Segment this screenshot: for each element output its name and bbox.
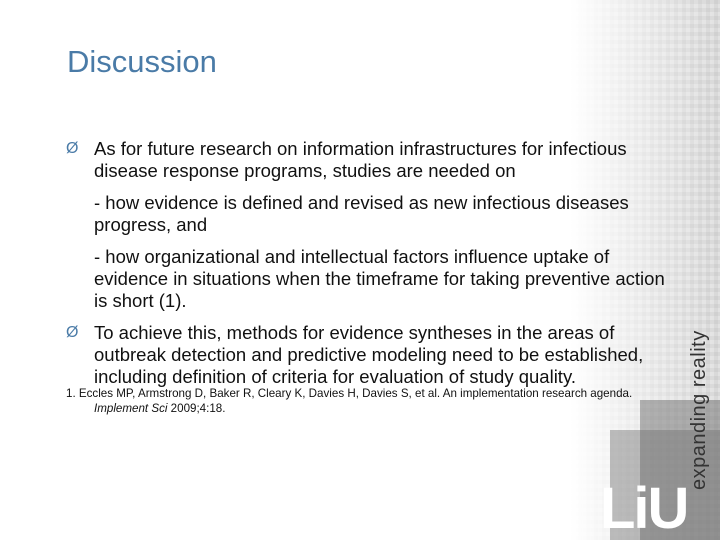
arrow-bullet-icon: Ø: [66, 324, 79, 341]
slide-body: [66, 138, 666, 398]
bullet-text: As for future research on information infrastructures for infectious disease response programs, studies are needed on: [94, 138, 627, 181]
liu-logo: LiU: [600, 476, 688, 541]
reference-line-2: [66, 401, 666, 416]
reference-line-1: 1. Eccles MP, Armstrong D, Baker R, Cleary K, Davies H, Davies S, et al. An implementation research agenda.: [66, 387, 633, 400]
slide-title: Discussion: [67, 44, 217, 79]
sub-item: - how evidence is defined and revised as new infectious diseases progress, and: [94, 192, 629, 235]
arrow-bullet-icon: Ø: [66, 140, 79, 157]
reference-citation: 2009;4:18.: [167, 402, 226, 415]
bullet-item: [66, 138, 666, 182]
bullet-item: [66, 322, 666, 388]
brand-tagline: expanding reality: [688, 330, 710, 490]
sub-item: - how organizational and intellectual factors influence uptake of evidence in situations when the timeframe for taking preventive action is short (1).: [94, 246, 665, 311]
reference-footnote: [66, 386, 666, 416]
bullet-text: To achieve this, methods for evidence syntheses in the areas of outbreak detection and predictive modeling need to be established, including definition of criteria for evaluation of study quality.: [94, 322, 644, 387]
reference-journal: Implement Sci: [94, 402, 168, 415]
